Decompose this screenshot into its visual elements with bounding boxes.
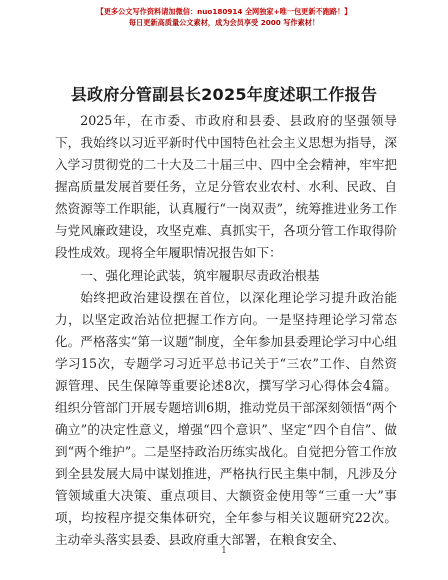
section-paragraph: 始终把政治建设摆在首位，以深化理论学习提升政治能力，以坚定政治站位把握工作方向。一是坚持理论学习常态化。严格落实“第一议题”制度，全年参加县委理论学习中心组学习15次，专题学习习近平总书记关于“三农”工作、自然资源管理、民生保障等重要论述8次，撰写学习心得体会4篇。组织分管部门开展专题培训6期，推动党员干部深刻领悟“两个确立”的决定性意义，增强“四个意识”、坚定“四个自信”、做到“两个维护”。二是坚持政治历练实战化。自觉把分管工作放到全县发展大局中谋划推进，严格执行民主集中制，凡涉及分管领域重大决策、重点项目、大额资金使用等“三重一大”事项，均按程序提交集体研究，全年参与相关议题研究22次。主动牵头落实县委、县政府重大部署，在粮食安全、 xyxy=(55,290,397,547)
promo-banner-line1: 【更多公文写作资料请加微信：nuo180914 全网独家+唯一包更新不跑路！】 xyxy=(96,7,352,16)
promo-banner-line2: 每日更新高质量公文素材，成为会员享受 2000 写作素材！ xyxy=(128,18,320,27)
intro-paragraph: 2025年，在市委、市政府和县委、县政府的坚强领导下，我始终以习近平新时代中国特色社会主义思想为指导，深入学习贯彻党的二十大及二十届三中、四中全会精神，牢牢把握高质量发展首要任务，立足分管农业农村、水利、民政、自然资源等工作职能，认真履行“一岗双责”，统筹推进业务工作与党风廉政建设，攻坚克难、真抓实干，各项分管工作取得阶段性成效。现将全年履职情况报告如下： xyxy=(55,113,397,260)
document-body xyxy=(55,110,397,551)
promo-banner xyxy=(0,6,448,28)
section-heading: 一、强化理论武装，筑牢履职尽责政治根基 xyxy=(80,268,320,283)
page-number: 1 xyxy=(221,546,227,556)
document-title: 县政府分管副县长2025年度述职工作报告 xyxy=(70,85,378,104)
